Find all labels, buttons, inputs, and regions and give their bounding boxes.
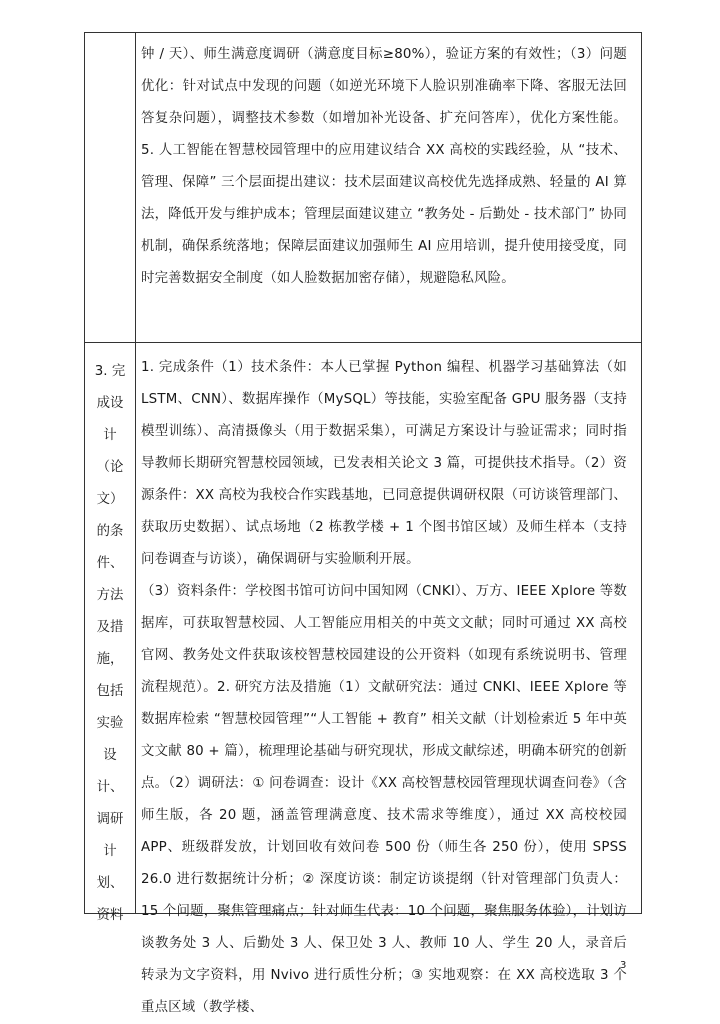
label-line: 的条 [96,524,124,539]
label-line: 成设 [96,396,124,411]
row-divider [85,342,641,343]
label-line: 文） [96,492,124,507]
label-line: 计 [103,428,117,443]
row2-label [85,356,135,932]
label-line: 包括 [96,684,124,699]
label-line: 3. 完 [94,364,126,379]
paragraph: （3）资料条件：学校图书馆可访问中国知网（CNKI）、万方、IEEE Xplore 等数据库，可获取智慧校园、人工智能应用相关的中英文文献；同时可通过 XX 高校官网、教务处文件获取该校智慧校园建设的公开资料（如现有系统说明书、管理流程规范）。2. 研究方法及措施（1）文献研究法：通过 CNKI、IEEE Xplore 等数据库检索 “智慧校园管理”“人工智能 + 教育” 相关文献（计划检索近 5 年中英文文献 80 + 篇），梳理理论基础与研究现状，形成文献综述，明确本研究的创新点。（2）调研法：① 问卷调查：设计《XX 高校智慧校园管理现状调查问卷》（含师生版，各 20 题，涵盖管理满意度、技术需求等维度），通过 XX 高校校园 APP、班级群发放，计划回收有效问卷 500 份（师生各 250 份），使用 SPSS 26.0 进行数据统计分析；② 深度访谈：制定访谈提纲（针对管理部门负责人：15 个问题，聚焦管理痛点；针对师生代表：10 个问题，聚焦服务体验），计划访谈教务处 3 人、后勤处 3 人、保卫处 3 人、教师 10 人、学生 20 人，录音后转录为文字资料，用 Nvivo 进行质性分析；③ 实地观察：在 XX 高校选取 3 个重点区域（教学楼、 [141,584,627,1015]
label-line: 划、 [96,876,124,891]
label-line: 件、 [96,556,124,571]
form-table [84,32,642,1015]
label-line: 施， [96,652,124,667]
column-divider [135,33,136,913]
paragraph: 1. 完成条件（1）技术条件：本人已掌握 Python 编程、机器学习基础算法（如 LSTM、CNN）、数据库操作（MySQL）等技能，实验室配备 GPU 服务器（支持模型训练）、高清摄像头（用于数据采集），可满足方案设计与验证需求；同时指导教师长期研究智慧校园领域，已发表相关论文 3 篇，可提供技术指导。（2）资源条件：XX 高校为我校合作实践基地，已同意提供调研权限（可访谈管理部门、获取历史数据）、试点场地（2 栋教学楼 + 1 个图书馆区域）及师生样本（支持问卷调查与访谈），确保调研与实验顺利开展。 [141,360,627,567]
row1-content: 钟 / 天）、师生满意度调研（满意度目标≥80%），验证方案的有效性；（3）问题优化：针对试点中发现的问题（如逆光环境下人脸识别准确率下降、客服无法回答复杂问题），调整技术参数（如增加补光设备、扩充问答库），优化方案性能。5. 人工智能在智慧校园管理中的应用建议结合 XX 高校的实践经验，从 “技术、管理、保障” 三个层面提出建议：技术层面建议高校优先选择成熟、轻量的 AI 算法，降低开发与维护成本；管理层面建议建立 “教务处 - 后勤处 - 技术部门” 协同机制，确保系统落地；保障层面建议加强师生 AI 应用培训，提升使用接受度，同时完善数据安全制度（如人脸数据加密存储），规避隐私风险。 [141,47,627,286]
label-line: 及措 [96,620,124,635]
label-line: 计 [103,844,117,859]
label-line: （论 [96,460,124,475]
label-line: 资料 [96,908,124,923]
label-line: 实验 [96,716,124,731]
label-line: 设 [103,748,117,763]
page-number: 3 [620,960,627,971]
label-line: 方法 [96,588,124,603]
label-line: 调研 [96,812,124,827]
label-line: 计、 [96,780,124,795]
row2-content [141,352,627,1024]
